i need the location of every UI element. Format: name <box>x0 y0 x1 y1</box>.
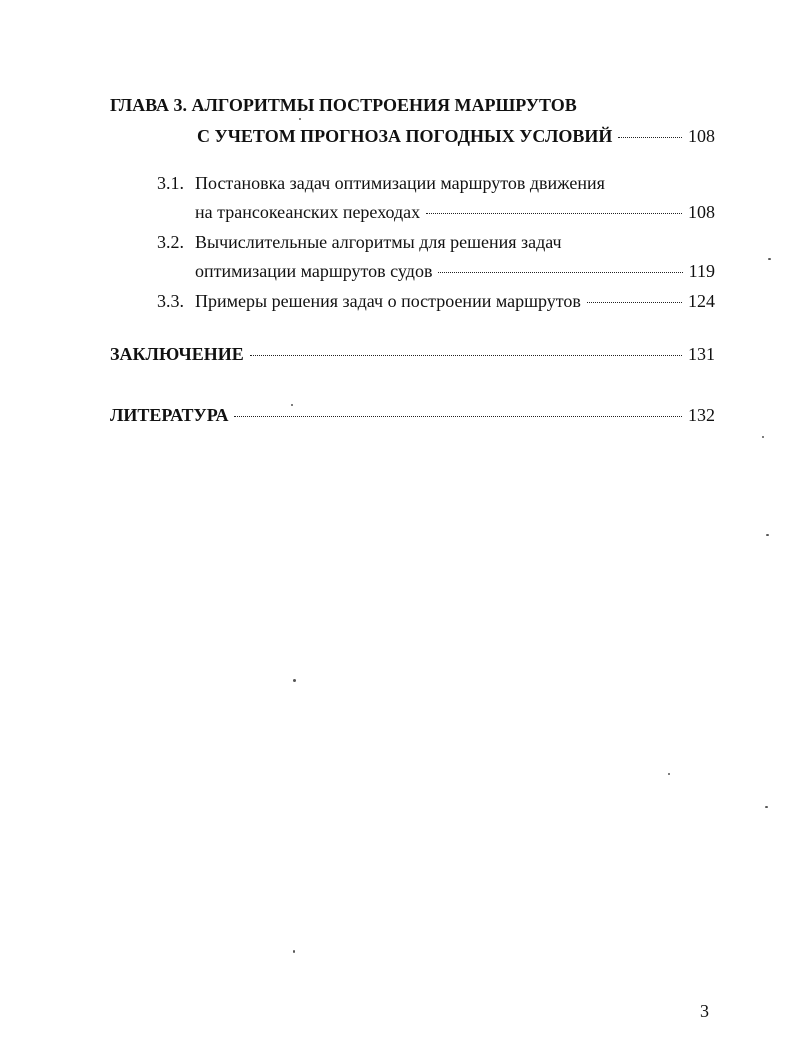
section-3-1-title-line-1: Постановка задач оптимизации маршрутов движения <box>195 173 605 193</box>
scan-speck <box>762 436 764 438</box>
dot-leader <box>250 354 682 356</box>
scan-speck <box>293 950 295 953</box>
dot-leader <box>234 415 682 417</box>
literature-page: 132 <box>688 405 715 425</box>
toc-section-3-1-line-1 <box>157 172 715 194</box>
dot-leader <box>587 301 682 303</box>
conclusion-page: 131 <box>688 344 715 364</box>
toc-conclusion <box>110 343 715 365</box>
conclusion-title: ЗАКЛЮЧЕНИЕ <box>110 344 244 364</box>
section-3-2-number: 3.2. <box>157 232 184 252</box>
toc-chapter-3-line-2 <box>197 125 715 147</box>
dot-leader <box>618 136 682 138</box>
scan-speck <box>766 534 769 536</box>
section-3-3-number: 3.3. <box>157 291 184 311</box>
scan-speck <box>768 258 771 260</box>
dot-leader <box>426 212 682 214</box>
scan-speck <box>299 118 301 120</box>
section-3-3-page: 124 <box>688 291 715 311</box>
scan-speck <box>293 679 296 682</box>
toc-section-3-3-line-1 <box>157 290 715 312</box>
chapter-3-title-line-1: ГЛАВА 3. АЛГОРИТМЫ ПОСТРОЕНИЯ МАРШРУТОВ <box>110 95 577 115</box>
toc-chapter-3-line-1 <box>110 94 715 116</box>
scan-speck <box>668 773 670 775</box>
scan-speck <box>291 404 293 406</box>
section-3-1-title-line-2: на трансокеанских переходах <box>195 202 421 222</box>
section-3-2-page: 119 <box>688 261 715 281</box>
section-3-3-title-line-1: Примеры решения задач о построении маршрутов <box>195 291 581 311</box>
chapter-3-title-line-2: С УЧЕТОМ ПРОГНОЗА ПОГОДНЫХ УСЛОВИЙ <box>197 126 613 146</box>
literature-title: ЛИТЕРАТУРА <box>110 405 229 425</box>
scan-speck <box>765 806 768 808</box>
section-3-2-title-line-1: Вычислительные алгоритмы для решения задач <box>195 232 562 252</box>
toc-section-3-2-line-2 <box>195 260 715 282</box>
page-number: 3 <box>700 1001 709 1021</box>
toc-section-3-2-line-1 <box>157 231 715 253</box>
section-3-1-page: 108 <box>688 202 715 222</box>
chapter-3-page: 108 <box>688 126 715 146</box>
section-3-2-title-line-2: оптимизации маршрутов судов <box>195 261 433 281</box>
toc-section-3-1-line-2 <box>195 201 715 223</box>
dot-leader <box>438 271 682 273</box>
toc-literature <box>110 404 715 426</box>
section-3-1-number: 3.1. <box>157 173 184 193</box>
